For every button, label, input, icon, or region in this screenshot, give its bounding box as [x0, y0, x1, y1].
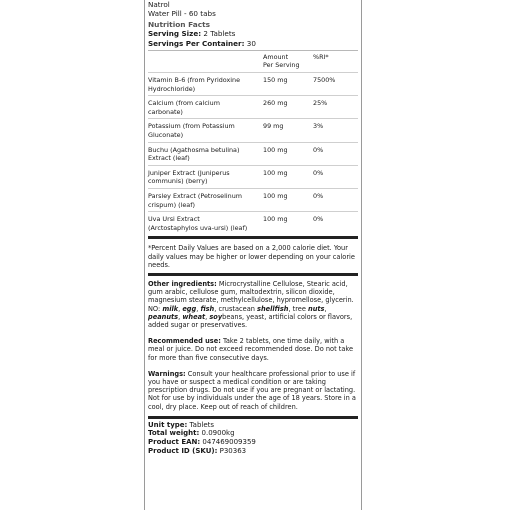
daily-value-footnote: *Percent Daily Values are based on a 2,000 calorie diet. Your daily values may be higher or lower depending on your calorie needs.: [148, 244, 355, 269]
nutrient-row: Juniper Extract (Juniperus communis) (berry) 100 mg 0%: [148, 165, 358, 188]
product-name: Water Pill - 60 tabs: [148, 9, 216, 19]
serving-size-label: Serving Size:: [148, 29, 202, 39]
amount-header: Amount Per Serving: [263, 52, 300, 70]
nutrition-header-row: [148, 51, 358, 73]
nutrient-row: Calcium (from calcium carbonate) 260 mg 25%: [148, 96, 358, 119]
product-ean: Product EAN: 047469009359: [148, 437, 256, 446]
total-weight: Total weight: 0.0900kg: [148, 429, 235, 438]
product-sku: Product ID (SKU): P30363: [148, 446, 247, 455]
nutrition-table: [148, 51, 358, 235]
product-info: [148, 419, 358, 455]
ri-header: %RI*: [313, 52, 329, 61]
nutrition-facts-title: Nutrition Facts: [148, 20, 211, 30]
warnings: Warnings: Consult your healthcare professional prior to use if you have or suspect a medical condition or are taking prescription drugs. Do not use if you are pregnant or lactating. Not for use by individuals under the age of 18 years. Store in a cool, dry place. Keep out of reach of children.: [148, 369, 356, 411]
servings-per-container: [148, 39, 358, 50]
unit-type: Unit type: Tablets: [148, 420, 215, 429]
recommended-use: Recommended use: Take 2 tablets, one time daily, with a meal or juice. Do not exceed recommended dose. Do not take for more than five consecutive days.: [148, 337, 354, 362]
nutrient-row: Uva Ursi Extract (Arctostaphylos uva-ursi) (leaf) 100 mg 0%: [148, 212, 358, 235]
servings-value: 30: [246, 38, 256, 48]
nutrient-row: Parsley Extract (Petroselinum crispum) (leaf) 100 mg 0%: [148, 188, 358, 211]
brand-name: Natrol: [148, 0, 170, 9]
serving-size: [148, 29, 358, 38]
nutrient-row: Vitamin B-6 (from Pyridoxine Hydrochloride) 150 mg 7500%: [148, 73, 358, 96]
serving-size-value: 2 Tablets: [203, 29, 236, 39]
nutrient-row: Potassium (from Potassium Gluconate) 99 mg 3%: [148, 119, 358, 142]
other-ingredients: Other ingredients: Microcrystalline Cellulose, Stearic acid, gum arabic, cellulose gum, maltodextrin, silicon dioxide, magnesium stearate, methylcellulose, hypromellose, glycerin. NO: milk, egg, fish, crustacean shellfish, tree nuts, peanuts, wheat, soybeans, yeast, artificial colors or flavors, added sugar or preservatives.: [148, 279, 354, 329]
supplement-label: [144, 0, 362, 510]
label-inner: [145, 0, 361, 455]
nutrient-row: Buchu (Agathosma betulina) Extract (leaf) 100 mg 0%: [148, 142, 358, 165]
servings-label: Servings Per Container:: [148, 38, 245, 48]
